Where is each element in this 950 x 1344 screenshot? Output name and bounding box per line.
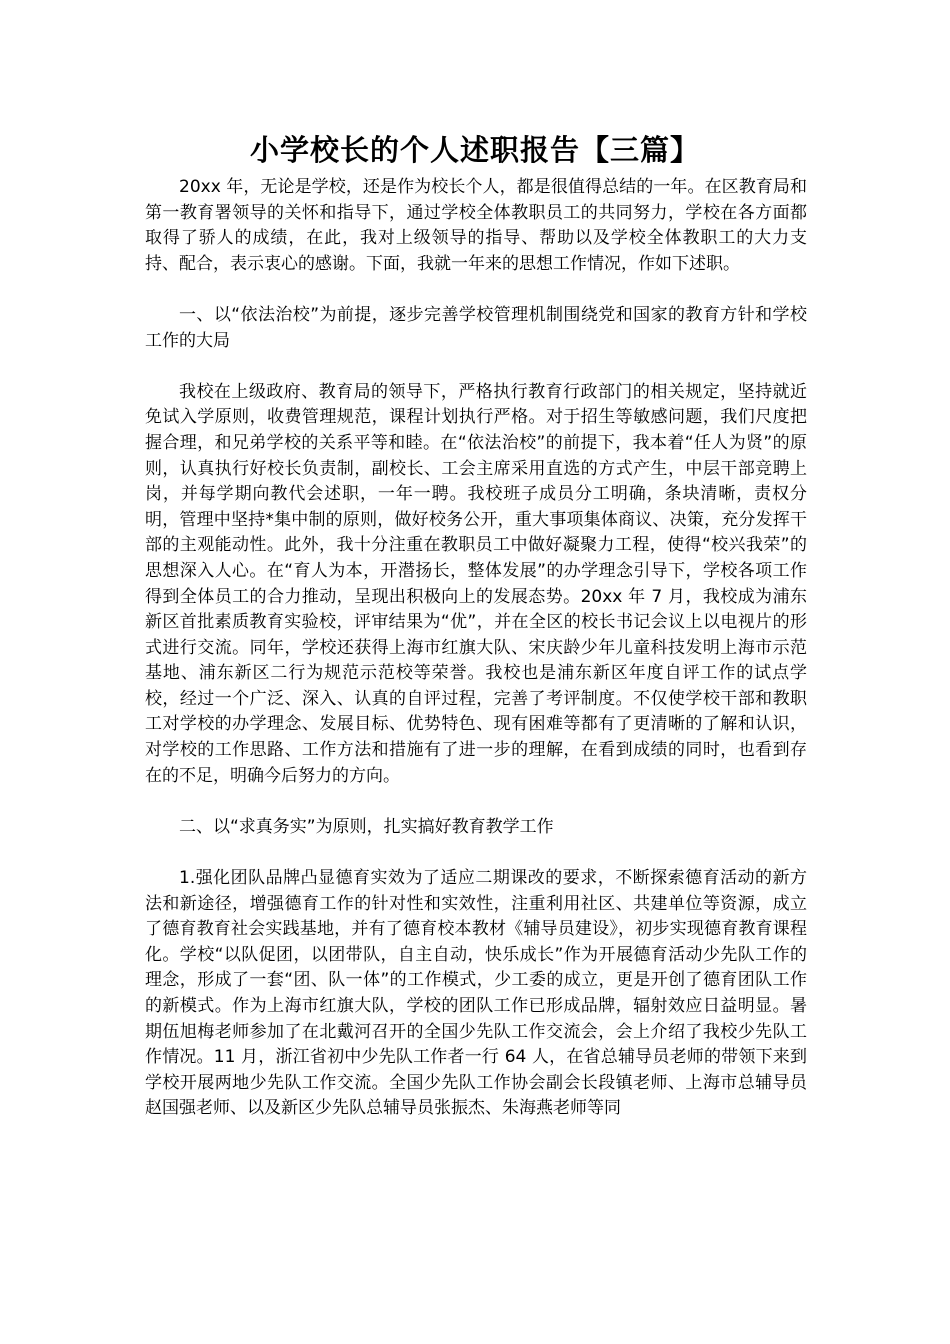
document-title: 小学校长的个人述职报告【三篇】 bbox=[249, 133, 700, 167]
section-one-paragraph: 我校在上级政府、教育局的领导下，严格执行教育行政部门的相关规定，坚持就近免试入学原则，收费管理规范，课程计划执行严格。对于招生等敏感问题，我们尺度把握合理，和兄弟学校的关系平等和睦。在“依法治校”的前提下，我本着“任人为贤”的原则，认真执行好校长负责制，副校长、工会主席采用直选的方式产生，中层干部竞聘上岗，并每学期向教代会述职，一年一聘。我校班子成员分工明确，条块清晰，责权分明，管理中坚持*集中制的原则，做好校务公开，重大事项集体商议、决策，充分发挥干部的主观能动性。此外，我十分注重在教职员工中做好凝聚力工程，使得“校兴我荣”的思想深入人心。在“育人为本，开潜扬长，整体发展”的办学理念引导下，学校各项工作得到全体员工的合力推动，呈现出积极向上的发展态势。20xx 年 7 月，我校成为浦东新区首批素质教育实验校，评审结果为“优”，并在全区的校长书记会议上以电视片的形式进行交流。同年，学校还获得上海市红旗大队、宋庆龄少年儿童科技发明上海市示范基地、浦东新区二行为规范示范校等荣誉。我校也是浦东新区年度自评工作的试点学校，经过一个广泛、深入、认真的自评过程，完善了考评制度。不仅使学校干部和教职工对学校的办学理念、发展目标、优势特色、现有困难等都有了更清晰的了解和认识，对学校的工作思路、工作方法和措施有了进一步的理解，在看到成绩的同时，也看到存在的不足，明确今后努力的方向。 bbox=[145, 381, 807, 786]
section-two-heading: 二、以“求真务实”为原则，扎实搞好教育教学工作 bbox=[179, 816, 554, 837]
paragraph-gap bbox=[145, 354, 807, 380]
intro-paragraph: 20xx 年，无论是学校，还是作为校长个人，都是很值得总结的一年。在区教育局和第一教育署领导的关怀和指导下，通过学校全体教职员工的共同努力，学校在各方面都取得了骄人的成绩，在此，我对上级领导的指导、帮助以及学校全体教职工的大力支持、配合，表示衷心的感谢。下面，我就一年来的思想工作情况，作如下述职。 bbox=[145, 177, 807, 274]
paragraph-gap bbox=[145, 277, 807, 303]
paragraph-gap bbox=[145, 789, 807, 815]
paragraph-gap bbox=[145, 840, 807, 866]
document-body bbox=[145, 175, 807, 1122]
section-two-paragraph: 1.强化团队品牌凸显德育实效为了适应二期课改的要求，不断探索德育活动的新方法和新途径，增强德育工作的针对性和实效性，注重利用社区、共建单位等资源，成立了德育教育社会实践基地，并有了德育校本教材《辅导员建设》，初步实现德育教育课程化。学校“以队促团，以团带队，自主自动，快乐成长”作为开展德育活动少先队工作的理念，形成了一套“团、队一体”的工作模式，少工委的成立，更是开创了德育团队工作的新模式。作为上海市红旗大队，学校的团队工作已形成品牌，辐射效应日益明显。暑期伍旭梅老师参加了在北戴河召开的全国少先队工作交流会，会上介绍了我校少先队工作情况。11 月，浙江省初中少先队工作者一行 64 人，在省总辅导员老师的带领下来到学校开展两地少先队工作交流。全国少先队工作协会副会长段镇老师、上海市总辅导员赵国强老师、以及新区少先队总辅导员张振杰、朱海燕老师等同 bbox=[145, 868, 807, 1119]
section-one-heading: 一、以“依法治校”为前提，逐步完善学校管理机制围绕党和国家的教育方针和学校工作的大局 bbox=[145, 304, 807, 351]
